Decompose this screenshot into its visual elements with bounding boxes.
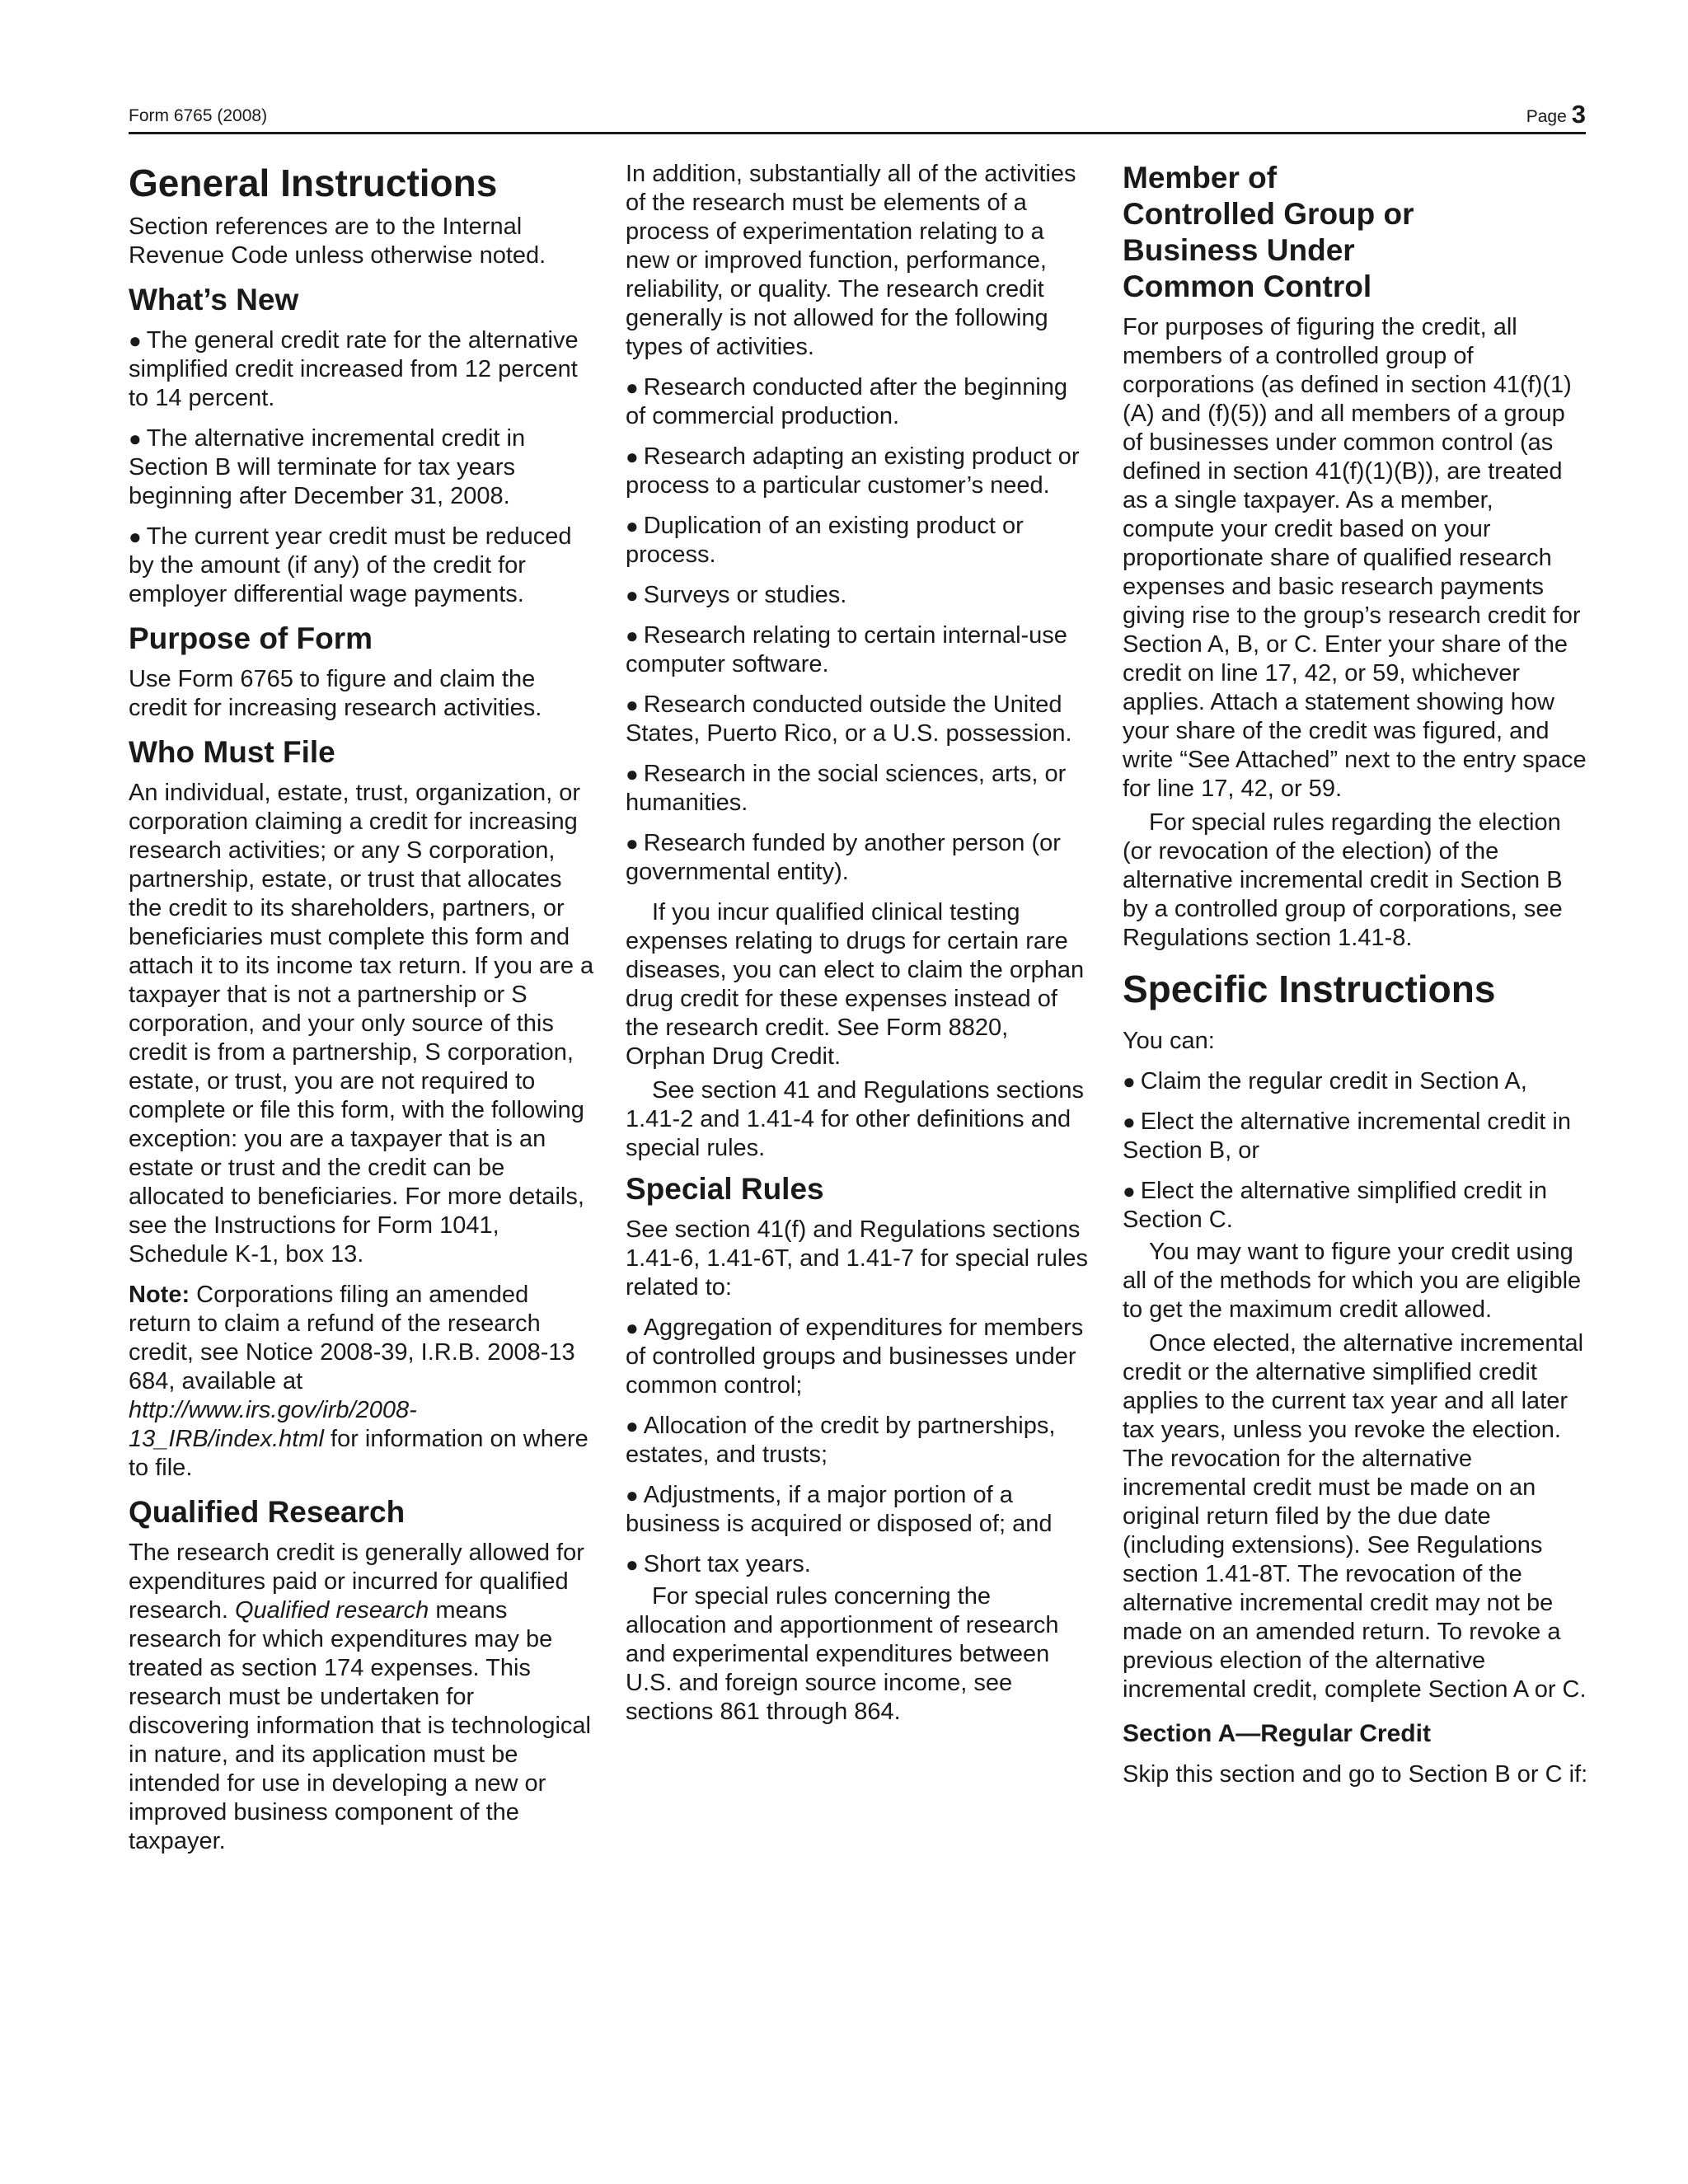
bullet-icon: ●: [129, 426, 142, 451]
bullet-icon: ●: [626, 513, 639, 538]
you-can-label: You can:: [1123, 1028, 1215, 1054]
qualified-research-text: The research credit is generally allowed for expenditures paid or incurred for qualified research. Qualified research means research for which expenditures may be treated as section 174 expenses. This research must be undertaken for discovering information that is technological in nature, and its application must be intended for use in developing a new or improved business component of the taxpayer.: [129, 1540, 591, 1854]
page-label: Page: [1526, 107, 1567, 126]
bullet-icon: ●: [626, 1483, 639, 1507]
member-text: For purposes of figuring the credit, all members of a controlled group of corporations (as defined in section 41(f)(1)(A) and (f)(5)) and all members of a group of businesses under common control (as defined in section 41(f)(1)(B)), are treated as a single taxpayer. As a member, compute your credit based on your proportionate share of qualified research expenses and basic research payments giving rise to the group’s research credit for Section A, B, or C. Enter your share of the credit on line 17, 42, or 59, whichever applies. Attach a statement showing how your share of the credit was figured, and write “See Attached” next to the entry space for line 17, 42, or 59.: [1123, 314, 1587, 802]
allocation-text: For special rules concerning the allocation and apportionment of research and experimental expenditures between U.S. and foreign source income, see sections 861 through 864.: [626, 1583, 1059, 1725]
special-rules-intro: See section 41(f) and Regulations sections 1.41-6, 1.41-6T, and 1.41-7 for special rules related to:: [626, 1216, 1088, 1301]
qualified-research-heading: Qualified Research: [129, 1495, 406, 1529]
see-section-text: See section 41 and Regulations sections 1.41-2 and 1.41-4 for other definitions and special rules.: [626, 1077, 1084, 1161]
activity-item: ● Research conducted after the beginning of commercial production.: [626, 374, 1068, 429]
who-must-file-heading: Who Must File: [129, 735, 335, 769]
option-item: ● Elect the alternative simplified credit in Section C.: [1123, 1178, 1547, 1233]
bullet-icon: ●: [626, 1552, 639, 1577]
activity-item: ● Research funded by another person (or governmental entity).: [626, 830, 1061, 885]
bullet-icon: ●: [1123, 1109, 1136, 1134]
activity-item: ● Duplication of an existing product or process.: [626, 513, 1024, 568]
bullet-icon: ●: [626, 692, 639, 717]
bullet-icon: ●: [626, 583, 639, 607]
special-rule-item: ● Aggregation of expenditures for members of controlled groups and businesses under common control;: [626, 1315, 1084, 1399]
activity-item: ● Surveys or studies.: [626, 582, 847, 608]
bullet-icon: ●: [626, 623, 639, 648]
activity-item: ● Research relating to certain internal-use computer software.: [626, 622, 1067, 677]
activity-item: ● Research conducted outside the United States, Puerto Rico, or a U.S. possession.: [626, 691, 1072, 747]
special-rule-item: ● Allocation of the credit by partnerships, estates, and trusts;: [626, 1413, 1056, 1468]
whats-new-item: ● The general credit rate for the alternative simplified credit increased from 12 percent to 14 percent.: [129, 327, 579, 411]
activity-item: ● Research adapting an existing product or process to a particular customer’s need.: [626, 443, 1080, 499]
irs-link[interactable]: http://www.irs.gov/irb/2008-13_IRB/index.html: [129, 1397, 417, 1452]
once-elected-text: Once elected, the alternative incremental credit or the alternative simplified credit applies to the current tax year and all later tax years, unless you revoke the election. The revocation for the alternative incremental credit must be made on an original return filed by the due date (including extensions). See Regulations section 1.41-8T. The revocation of the alternative incremental credit may not be made on an amended return. To revoke a previous election of the alternative incremental credit, complete Section A or C.: [1123, 1330, 1587, 1703]
option-item: ● Claim the regular credit in Section A,: [1123, 1068, 1527, 1094]
page-indicator: [1526, 102, 1586, 129]
form-label: Form 6765 (2008): [129, 106, 268, 125]
activity-item: ● Research in the social sciences, arts, or humanities.: [626, 761, 1067, 816]
whats-new-item: ● The alternative incremental credit in Section B will terminate for tax years beginning after December 31, 2008.: [129, 425, 526, 509]
special-rule-item: ● Short tax years.: [626, 1551, 811, 1577]
maximum-credit-text: You may want to figure your credit using all of the methods for which you are eligible to get the maximum credit allowed.: [1123, 1239, 1582, 1323]
general-intro: Section references are to the Internal Revenue Code unless otherwise noted.: [129, 213, 546, 269]
column-1: [129, 160, 597, 1868]
bullet-icon: ●: [129, 524, 142, 549]
who-must-file-text: An individual, estate, trust, organization, or corporation claiming a credit for increasing research activities; or any S corporation, partnership, estate, or trust that allocates the credit to its shareholders, partners, or beneficiaries must complete this form and attach it to its income tax return. If you are a taxpayer that is not a partnership or S corporation, and your only source of this credit is from a partnership, S corporation, estate, or trust, you are not required to complete or file this form, with the following exception: you are a taxpayer that is an estate or trust and the credit can be allocated to beneficiaries. For more details, see the Instructions for Form 1041, Schedule K-1, box 13.: [129, 780, 594, 1268]
bullet-icon: ●: [626, 831, 639, 855]
purpose-text: Use Form 6765 to figure and claim the credit for increasing research activities.: [129, 666, 542, 721]
bullet-icon: ●: [1123, 1069, 1136, 1094]
activities-intro: In addition, substantially all of the activities of the research must be elements of a process of experimentation relating to a new or improved function, performance, reliability, or quality. The research credit generally is not allowed for the following types of activities.: [626, 161, 1076, 360]
orphan-drug-text: If you incur qualified clinical testing expenses relating to drugs for certain rare diseases, you can elect to claim the orphan drug credit for these expenses instead of the research credit. See Form 8820, Orphan Drug Credit.: [626, 899, 1085, 1070]
member-heading: Member of Controlled Group or Business Under Common Control: [1123, 161, 1414, 303]
qualified-research-term: Qualified research: [234, 1597, 429, 1624]
specific-instructions-heading: Specific Instructions: [1123, 968, 1496, 1010]
bullet-icon: ●: [129, 328, 142, 353]
bullet-icon: ●: [626, 1315, 639, 1340]
page-number: 3: [1571, 100, 1586, 129]
special-rule-item: ● Adjustments, if a major portion of a business is acquired or disposed of; and: [626, 1482, 1053, 1537]
section-a-heading: Section A—Regular Credit: [1123, 1720, 1431, 1747]
column-2: [626, 160, 1094, 1732]
column-3: [1123, 160, 1591, 1801]
note-paragraph: Note: Corporations filing an amended return to claim a refund of the research credit, see Notice 2008-39, I.R.B. 2008-13 684, available at http://www.irs.gov/irb/2008-13_IRB/index.html for information on where to file.: [129, 1282, 588, 1481]
whats-new-item: ● The current year credit must be reduced by the amount (if any) of the credit for employer differential wage payments.: [129, 523, 572, 607]
header-rule: [129, 132, 1586, 134]
special-rules-heading: Special Rules: [626, 1172, 824, 1206]
member-text-election: For special rules regarding the election (or revocation of the election) of the alternative incremental credit in Section B by a controlled group of corporations, see Regulations section 1.41-8.: [1123, 809, 1563, 951]
general-instructions-heading: General Instructions: [129, 162, 498, 204]
bullet-icon: ●: [626, 1413, 639, 1438]
whats-new-heading: What’s New: [129, 283, 299, 316]
bullet-icon: ●: [1123, 1179, 1136, 1203]
bullet-icon: ●: [626, 375, 639, 400]
option-item: ● Elect the alternative incremental credit in Section B, or: [1123, 1108, 1571, 1164]
purpose-heading: Purpose of Form: [129, 621, 373, 655]
bullet-icon: ●: [626, 444, 639, 469]
note-label: Note:: [129, 1282, 190, 1308]
bullet-icon: ●: [626, 762, 639, 786]
section-a-text: Skip this section and go to Section B or C if:: [1123, 1761, 1588, 1788]
